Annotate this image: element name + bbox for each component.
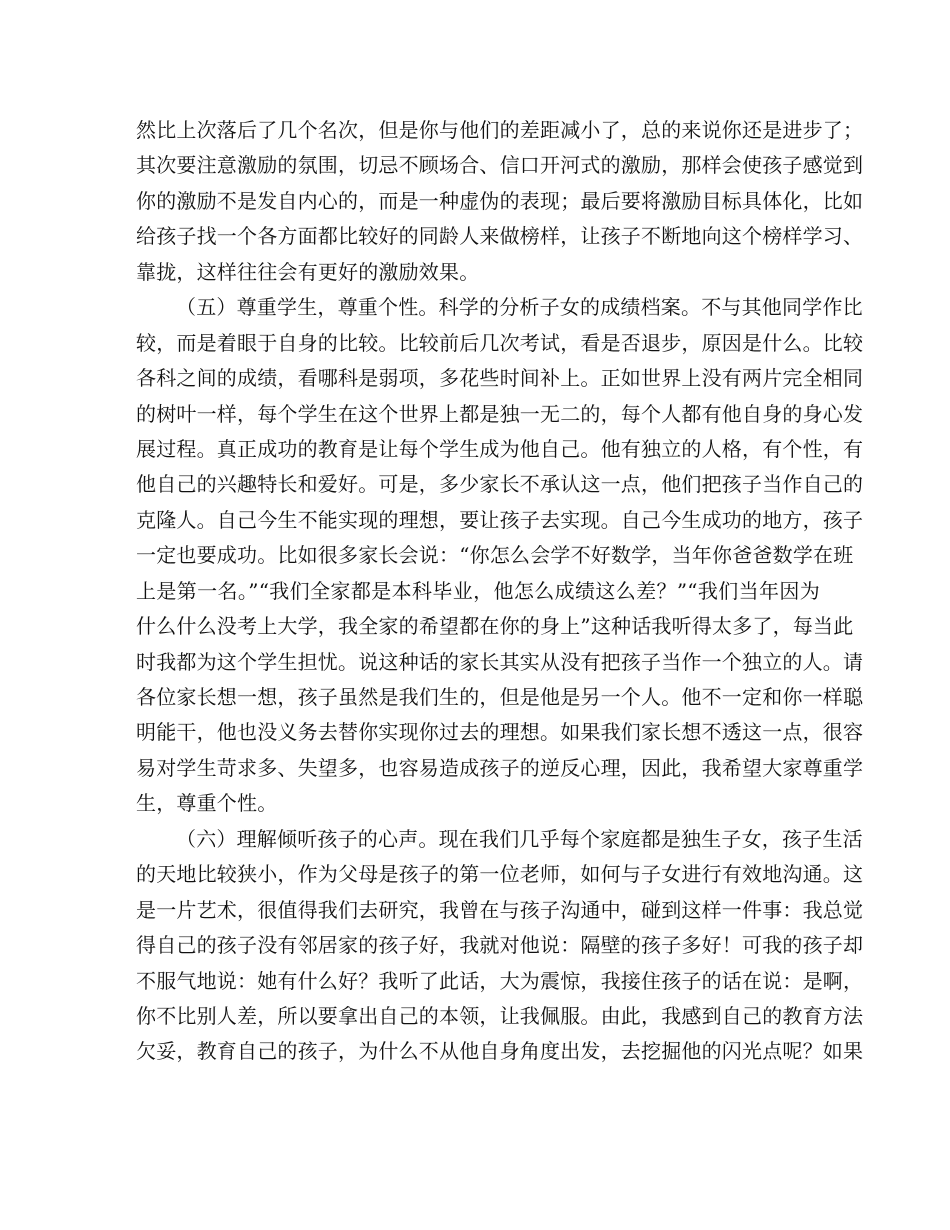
text-line: 各科之间的成绩，看哪科是弱项，多花些时间补上。正如世界上没有两片完全相同 xyxy=(136,366,864,391)
text-line: 不服气地说：她有什么好？我听了此话，大为震惊，我接住孩子的话在说：是啊， xyxy=(136,968,864,993)
text-line: 你不比别人差，所以要拿出自己的本领，让我佩服。由此，我感到自己的教育方法 xyxy=(136,1003,864,1028)
text-line: 然比上次落后了几个名次，但是你与他们的差距减小了，总的来说你还是进步了； xyxy=(136,118,864,142)
text-line: 生，尊重个性。 xyxy=(136,791,278,816)
text-line: 的树叶一样，每个学生在这个世界上都是独一无二的，每个人都有他自身的身心发 xyxy=(136,401,864,426)
text-line: 你的激励不是发自内心的，而是一种虚伪的表现；最后要将激励目标具体化，比如 xyxy=(136,188,864,213)
text-line: 其次要注意激励的氛围，切忌不顾场合、信口开河式的激励，那样会使孩子感觉到 xyxy=(136,153,864,178)
text-line: 克隆人。自己今生不能实现的理想，要让孩子去实现。自己今生成功的地方，孩子 xyxy=(136,507,864,532)
text-line: 各位家长想一想，孩子虽然是我们生的，但是他是另一个人。他不一定和你一样聪 xyxy=(136,685,864,709)
text-line: （六）理解倾听孩子的心声。现在我们几乎每个家庭都是独生子女，孩子生活 xyxy=(176,826,863,851)
text-line: 他自己的兴趣特长和爱好。可是，多少家长不承认这一点，他们把孩子当作自己的 xyxy=(136,472,864,497)
text-line: 欠妥，教育自己的孩子，为什么不从他自身角度出发，去挖掘他的闪光点呢？如果 xyxy=(136,1039,864,1064)
text-line: 展过程。真正成功的教育是让每个学生成为他自己。他有独立的人格，有个性，有 xyxy=(136,436,864,461)
text-line: 给孩子找一个各方面都比较好的同龄人来做榜样，让孩子不断地向这个榜样学习、 xyxy=(136,224,864,249)
text-line: 时我都为这个学生担忧。说这种话的家长其实从没有把孩子当作一个独立的人。请 xyxy=(136,649,864,674)
text-line: 较，而是着眼于自身的比较。比较前后几次考试，看是否退步，原因是什么。比较 xyxy=(136,330,864,355)
text-line: 的天地比较狭小，作为父母是孩子的第一位老师，如何与子女进行有效地沟通。这 xyxy=(136,862,864,887)
text-line: 什么什么没考上大学，我全家的希望都在你的身上”这种话我听得太多了，每当此 xyxy=(136,614,854,639)
text-line: 得自己的孩子没有邻居家的孩子好，我就对他说：隔壁的孩子多好！可我的孩子却 xyxy=(136,933,864,958)
body-text xyxy=(136,113,864,1070)
text-line: 明能干，他也没义务去替你实现你过去的理想。如果我们家长想不透这一点，很容 xyxy=(136,720,864,745)
text-line: （五）尊重学生，尊重个性。科学的分析子女的成绩档案。不与其他同学作比 xyxy=(176,295,863,320)
text-line: 一定也要成功。比如很多家长会说：“你怎么会学不好数学，当年你爸爸数学在班 xyxy=(136,543,854,568)
text-line: 靠拢，这样往往会有更好的激励效果。 xyxy=(136,259,480,284)
text-line: 易对学生苛求多、失望多，也容易造成孩子的逆反心理，因此，我希望大家尊重学 xyxy=(136,755,864,780)
text-line: 上是第一名。”“我们全家都是本科毕业，他怎么成绩这么差？”“我们当年因为 xyxy=(136,578,820,603)
text-line: 是一片艺术，很值得我们去研究，我曾在与孩子沟通中，碰到这样一件事：我总觉 xyxy=(136,897,864,922)
